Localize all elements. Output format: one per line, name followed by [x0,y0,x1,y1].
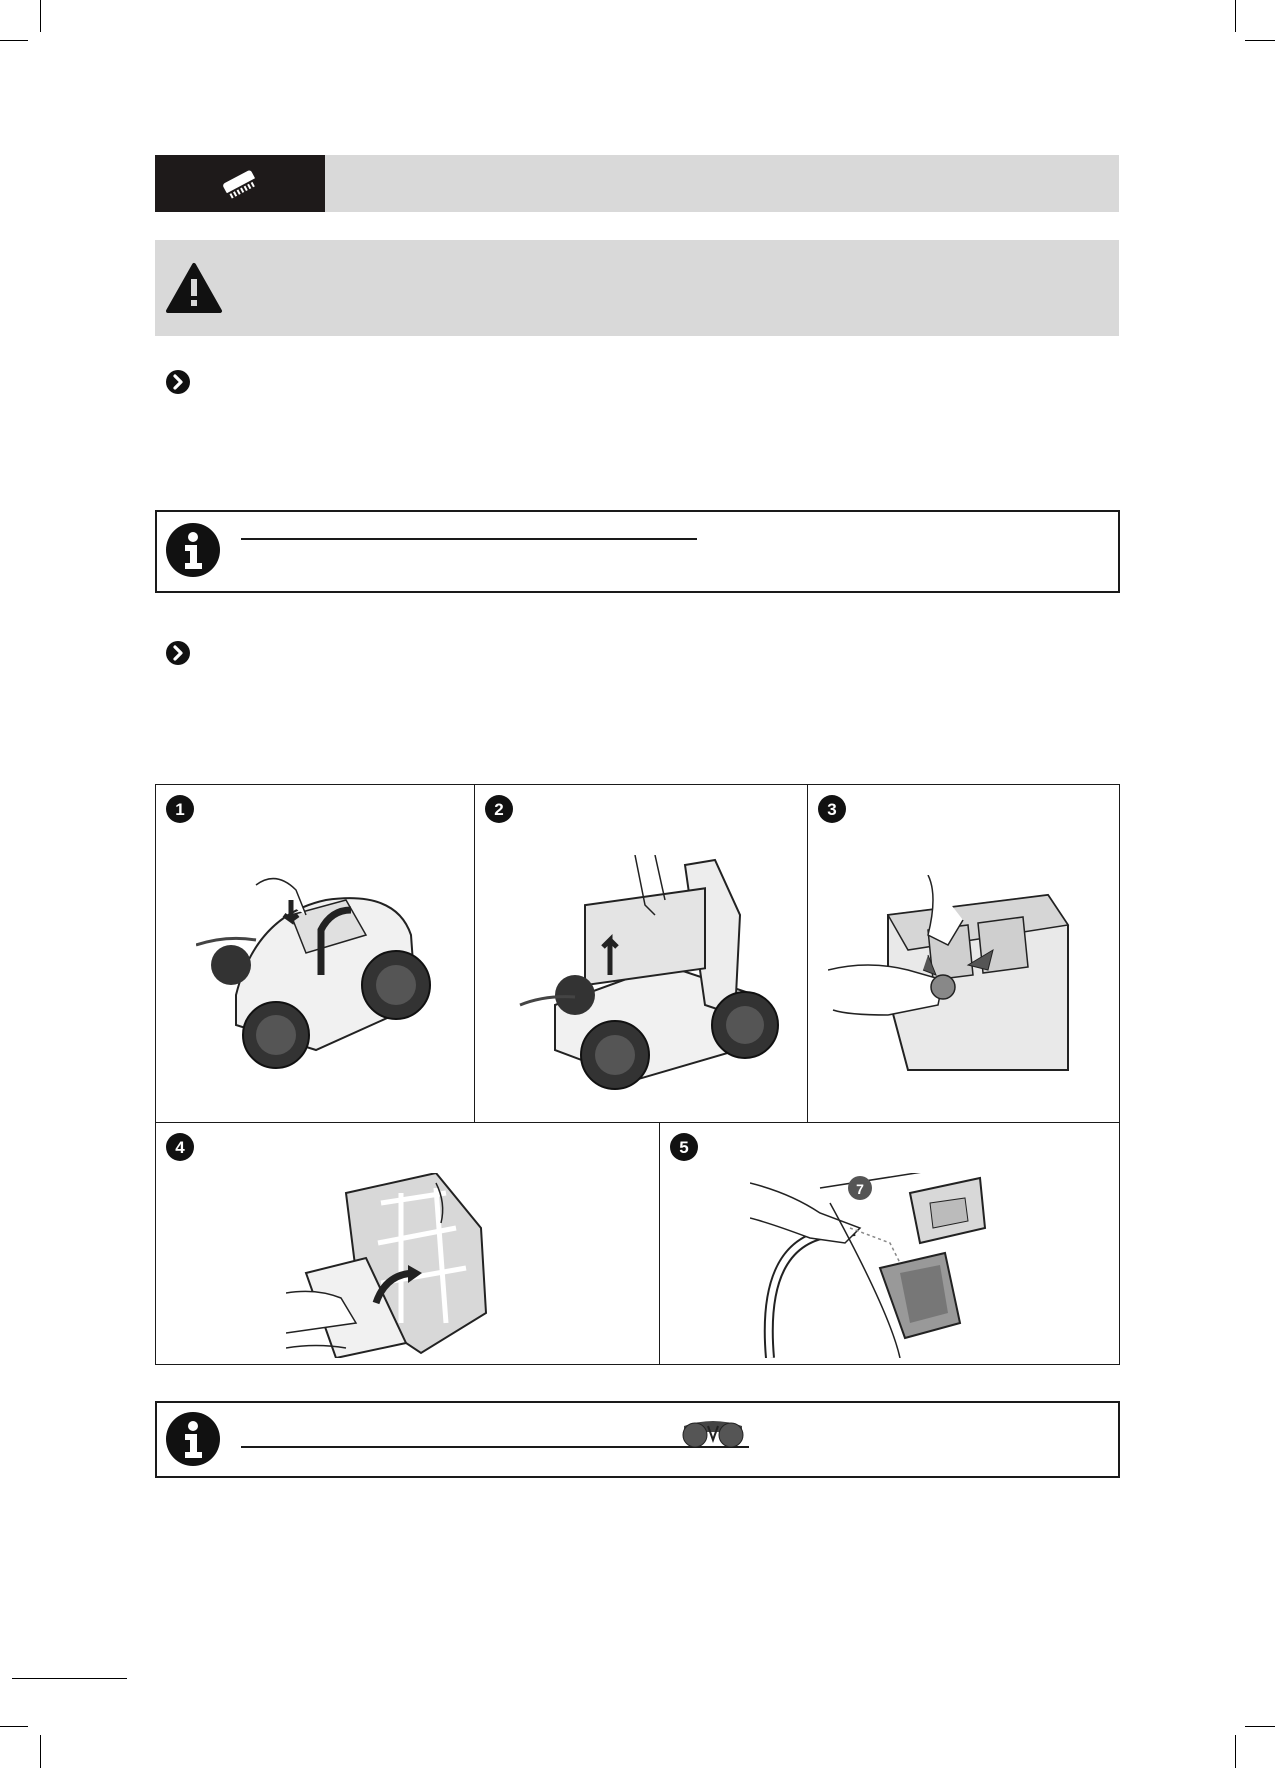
svg-text:7: 7 [856,1181,864,1197]
step-number: 3 [827,800,837,819]
crop-mark [0,1726,28,1727]
section-header-icon-box [155,155,325,212]
step-number: 2 [494,800,504,819]
warning-triangle-icon [165,262,223,314]
robot-cleaner-illustration [196,875,456,1075]
info-text-rule [241,538,697,540]
info-text-rule [241,1446,749,1448]
step-panel-5 [659,1122,1120,1365]
section-text-1 [200,370,1100,460]
crop-mark [1245,1726,1275,1727]
step-number-badge [166,1133,194,1161]
step-panel-4 [155,1122,660,1365]
crop-mark [0,40,28,41]
step-number: 5 [679,1138,689,1157]
step-panel-1 [155,784,475,1123]
step-number-badge [166,795,194,823]
robot-cleaner-open-lid-illustration [515,855,795,1095]
step-panel-3 [807,784,1120,1123]
info-icon [166,523,220,577]
step-number-badge [485,795,513,823]
info-text-1 [241,545,1101,575]
crop-mark [1235,1735,1236,1768]
crop-mark [1235,0,1236,32]
step-panel-2 [474,784,808,1123]
section-text-2 [200,641,1100,731]
crop-mark [1245,40,1275,41]
filter-rinse-illustration [750,1173,1070,1358]
info-icon [166,1412,220,1466]
warning-banner [155,240,1119,336]
filter-release-illustration [828,875,1098,1075]
step-number-badge [818,795,846,823]
crop-mark [40,0,41,32]
footer-rule [12,1678,127,1679]
info-text-2 [241,1450,1101,1474]
robot-icon [680,1418,746,1448]
step-number: 1 [175,800,185,819]
chevron-right-icon [166,370,190,394]
crop-mark [40,1735,41,1768]
step-number: 4 [175,1138,185,1157]
chevron-right-icon [166,641,190,665]
filter-removal-illustration [286,1173,546,1358]
brush-icon [218,167,262,201]
step-number-badge [670,1133,698,1161]
